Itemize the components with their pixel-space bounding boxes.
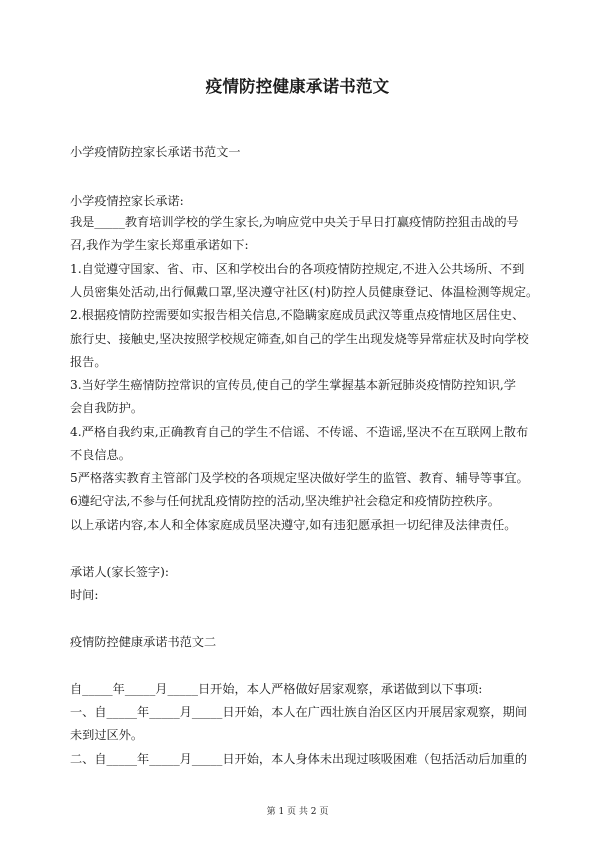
body-line: 二、自_____年_____月_____日开始，本人身体未出现过咳吸困难（包括活动后加重的 bbox=[70, 752, 528, 766]
body-line: 未到过区外。 bbox=[70, 728, 144, 742]
body-line: 旅行史、接触史,坚决按照学校规定筛查,如自己的学生出现发烧等异常症状及时向学校 bbox=[70, 332, 529, 346]
body-line: 人员密集处活动,出行佩戴口罩,坚决遵守社区(村)防控人员健康登记、体温检测等规定。 bbox=[70, 285, 539, 299]
body-line: 3.当好学生癌情防控常识的宣传员,使自己的学生掌握基本新冠肺炎疫情防控知识,学 bbox=[70, 378, 516, 392]
body-line: 我是_____教育培训学校的学生家长,为响应党中央关于早日打赢疫情防控狙击战的号 bbox=[70, 215, 519, 229]
page-footer: 第 1 页 共 2 页 bbox=[266, 807, 329, 817]
body-line: 6遵纪守法,不参与任何扰乱疫情防控的活动,坚决维护社会稳定和疫情防控秩序。 bbox=[70, 494, 500, 508]
body-line: 召,我作为学生家长郑重承诺如下: bbox=[70, 238, 249, 252]
time-label: 时间: bbox=[70, 588, 99, 602]
body-line: 2.根据疫情防控需要如实报告相关信息,不隐瞒家庭成员武汉等重点疫情地区居住史、 bbox=[70, 308, 525, 322]
body-line: 报告。 bbox=[70, 355, 107, 369]
section1-salutation: 小学疫情控家长承诺: bbox=[70, 194, 184, 208]
body-line: 自_____年_____月_____日开始，本人严格做好居家观察，承诺做到以下事项: bbox=[70, 682, 483, 696]
section2-heading: 疫情防控健康承诺书范文二 bbox=[70, 635, 217, 649]
body-line: 1.自觉遵守国家、省、市、区和学校出台的各项疫情防控规定,不进入公共场所、不到 bbox=[70, 262, 525, 276]
body-line: 4.严格自我约束,正确教育自己的学生不信谣、不传谣、不造谣,坚决不在互联网上散布 bbox=[70, 425, 529, 439]
signer-label: 承诺人(家长签字): bbox=[70, 565, 169, 579]
body-line: 一、自_____年_____月_____日开始，本人在广西壮族自治区区内开展居家观察，期间 bbox=[70, 705, 528, 719]
document-title: 疫情防控健康承诺书范文 bbox=[205, 77, 390, 96]
body-line: 会自我防护。 bbox=[70, 401, 144, 415]
body-line: 不良信息。 bbox=[70, 448, 131, 462]
body-line: 5严格落实教育主管部门及学校的各项规定坚决做好学生的监管、教育、辅导等事宜。 bbox=[70, 471, 529, 485]
section1-heading: 小学疫情防控家长承诺书范文一 bbox=[70, 145, 241, 159]
body-line: 以上承诺内容,本人和全体家庭成员坚决遵守,如有违犯愿承担一切纪律及法律责任。 bbox=[70, 518, 517, 532]
